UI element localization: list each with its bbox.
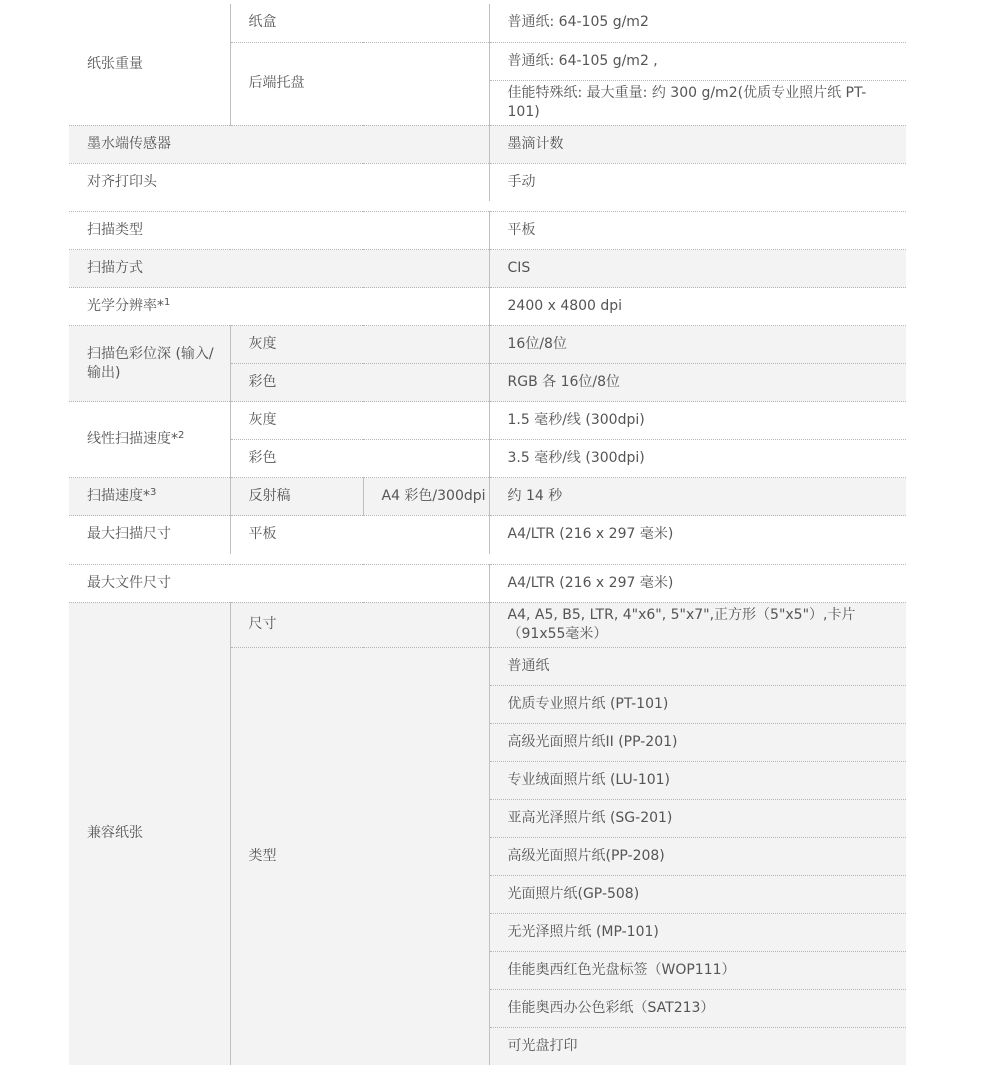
media-type-item: 专业绒面照片纸 (LU-101) [489, 761, 906, 799]
color-depth-label: 扫描色彩位深 (输入/输出) [69, 326, 230, 402]
media-type-item: 优质专业照片纸 (PT-101) [489, 685, 906, 723]
ink-sensor-value: 墨滴计数 [489, 125, 906, 163]
line-speed-label [69, 402, 230, 478]
optical-res-value: 2400 x 4800 dpi [489, 288, 906, 326]
line-speed-color-label: 彩色 [230, 440, 489, 478]
media-size-value: A4, A5, B5, LTR, 4"x6", 5"x7",正方形（5"x5"）,卡片（91x55毫米） [489, 602, 906, 647]
spec-row [69, 602, 906, 647]
rear-tray-value-2: 佳能特殊纸: 最大重量: 约 300 g/m2(优质专业照片纸 PT-101) [489, 80, 906, 125]
rear-tray-label: 后端托盘 [230, 42, 489, 125]
scan-speed-text: 扫描速度* [87, 488, 150, 504]
max-doc-value: A4/LTR (216 x 297 毫米) [489, 564, 906, 602]
media-size-label: 尺寸 [230, 602, 489, 647]
spec-row [69, 564, 906, 602]
scan-type-label: 扫描类型 [69, 212, 489, 250]
spec-table-container [69, 4, 906, 1065]
spec-table [69, 4, 906, 1065]
cassette-value: 普通纸: 64-105 g/m2 [489, 4, 906, 42]
rear-tray-value-1: 普通纸: 64-105 g/m2 , [489, 42, 906, 80]
media-type-item: 佳能奥西红色光盘标签（WOP111） [489, 951, 906, 989]
spec-row [69, 4, 906, 42]
spec-row [69, 478, 906, 516]
scan-speed-label [69, 478, 230, 516]
color-depth-color-label: 彩色 [230, 364, 489, 402]
media-type-item: 无光泽照片纸 (MP-101) [489, 913, 906, 951]
scan-speed-value: 约 14 秒 [489, 478, 906, 516]
media-type-item: 可光盘打印 [507, 1037, 578, 1054]
line-speed-text: 线性扫描速度* [87, 431, 178, 447]
optical-res-text: 光学分辨率* [87, 298, 164, 314]
line-speed-gray-label: 灰度 [230, 402, 489, 440]
color-depth-gray-value: 16位/8位 [489, 326, 906, 364]
spec-row [69, 326, 906, 364]
color-depth-gray-label: 灰度 [230, 326, 489, 364]
section-separator [69, 554, 906, 565]
media-type-item: 高级光面照片纸II (PP-201) [489, 723, 906, 761]
scan-method-value: CIS [489, 250, 906, 288]
footnote-mark: 1 [164, 297, 171, 308]
scan-speed-sub2-label: A4 彩色/300dpi [363, 478, 489, 516]
spec-row [69, 288, 906, 326]
media-type-item: 普通纸 [489, 647, 906, 685]
scan-method-label: 扫描方式 [69, 250, 489, 288]
media-type-item: 光面照片纸(GP-508) [489, 875, 906, 913]
max-scan-sub-label: 平板 [230, 516, 489, 554]
media-type-item: 佳能奥西办公色彩纸（SAT213） [489, 989, 906, 1027]
media-type-item: 高级光面照片纸(PP-208) [489, 837, 906, 875]
spec-row [69, 212, 906, 250]
head-align-value: 手动 [507, 173, 536, 190]
paper-weight-label: 纸张重量 [69, 4, 230, 125]
spec-row [69, 516, 906, 554]
media-label: 兼容纸张 [69, 602, 230, 1065]
footnote-mark: 2 [178, 430, 185, 441]
spec-row [69, 250, 906, 288]
max-doc-label: 最大文件尺寸 [69, 564, 489, 602]
scan-type-value: 平板 [489, 212, 906, 250]
spec-row [69, 125, 906, 163]
media-type-label: 类型 [230, 647, 489, 1065]
head-align-label: 对齐打印头 [69, 163, 489, 201]
line-speed-gray-value: 1.5 毫秒/线 (300dpi) [489, 402, 906, 440]
ink-sensor-label: 墨水端传感器 [69, 125, 489, 163]
spec-row [69, 163, 906, 201]
max-scan-value: A4/LTR (216 x 297 毫米) [507, 526, 674, 543]
optical-res-label [69, 288, 489, 326]
section-separator [69, 201, 906, 212]
scan-speed-sub-label: 反射稿 [230, 478, 363, 516]
spec-row [69, 402, 906, 440]
max-scan-label: 最大扫描尺寸 [69, 516, 230, 554]
media-type-item: 亚高光泽照片纸 (SG-201) [489, 799, 906, 837]
cassette-label: 纸盒 [230, 4, 489, 42]
line-speed-color-value: 3.5 毫秒/线 (300dpi) [489, 440, 906, 478]
footnote-mark: 3 [150, 487, 157, 498]
color-depth-color-value: RGB 各 16位/8位 [489, 364, 906, 402]
